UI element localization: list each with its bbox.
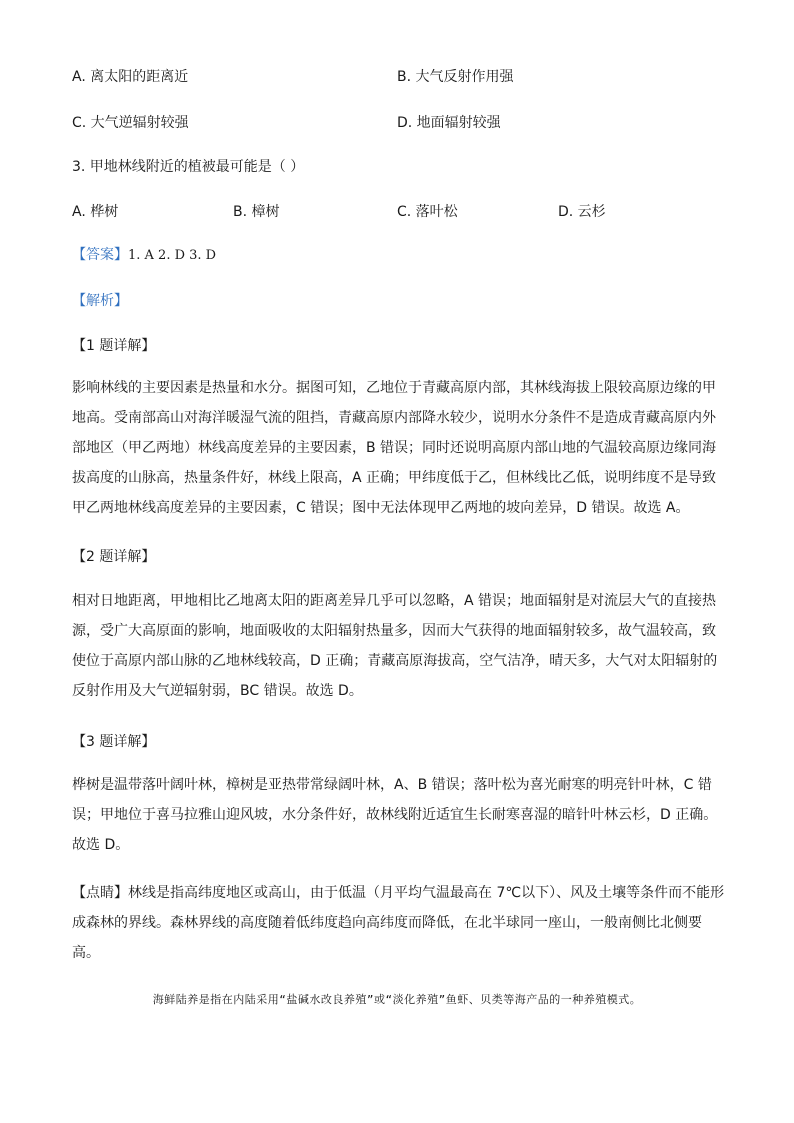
- detail1-line: 部地区（甲乙两地）林线高度差异的主要因素，B 错误；同时还说明高原内部山地的气温较高原边缘同海: [72, 440, 717, 456]
- tip-line: 成森林的界线。森林界线的高度随着低纬度趋向高纬度而降低，在北半球同一座山，一般南侧比北侧要: [72, 915, 702, 931]
- tip-body: [72, 878, 725, 968]
- q2-option-d: D. 地面辐射较强: [397, 115, 501, 131]
- tip-line: 高。: [72, 945, 100, 961]
- q3-option-d: D. 云杉: [558, 204, 606, 220]
- analysis-label: 【解析】: [72, 293, 128, 309]
- q3-option-b: B. 樟树: [233, 204, 280, 220]
- detail1-line: 影响林线的主要因素是热量和水分。据图可知，乙地位于青藏高原内部，其林线海拔上限较高原边缘的甲: [72, 380, 716, 396]
- detail2-line: 使位于高原内部山脉的乙地林线较高，D 正确；青藏高原海拔高，空气洁净，晴天多，大气对太阳辐射的: [72, 653, 718, 669]
- tip-label: 【点睛】: [72, 885, 128, 901]
- answer-values: 1. A 2. D 3. D: [128, 248, 217, 263]
- detail2-header: 【2 题详解】: [72, 549, 156, 565]
- detail2-line: 源，受广大高原面的影响，地面吸收的太阳辐射热量多，因而大气获得的地面辐射较多，故气温较高，致: [72, 623, 716, 639]
- q2-option-a: A. 离太阳的距离近: [72, 69, 189, 85]
- detail1-line: 甲乙两地林线高度差异的主要因素，C 错误；图中无法体现甲乙两地的坡向差异，D 错误。故选 A。: [72, 500, 690, 516]
- detail3-body: [72, 770, 722, 860]
- next-passage: 海鲜陆养是指在内陆采用“盐碱水改良养殖”或“淡化养殖”鱼虾、贝类等海产品的一种养殖模式。: [152, 993, 642, 1006]
- q2-option-b: B. 大气反射作用强: [397, 69, 514, 85]
- detail1-body: [72, 373, 722, 523]
- q3-stem: 3. 甲地林线附近的植被最可能是（ ）: [72, 159, 305, 175]
- detail1-line: 拔高度的山脉高，热量条件好，林线上限高，A 正确；甲纬度低于乙，但林线比乙低，说明纬度不是导致: [72, 470, 717, 486]
- q3-option-c: C. 落叶松: [397, 204, 458, 220]
- detail3-line: 桦树是温带落叶阔叶林，樟树是亚热带常绿阔叶林，A、B 错误；落叶松为喜光耐寒的明亮针叶林，C 错: [72, 777, 712, 793]
- detail1-line: 地高。受南部高山对海洋暖湿气流的阻挡，青藏高原内部降水较少，说明水分条件不是造成青藏高原内外: [72, 410, 716, 426]
- detail2-line: 反射作用及大气逆辐射弱，BC 错误。故选 D。: [72, 683, 363, 699]
- detail3-line: 故选 D。: [72, 837, 130, 853]
- q3-option-a: A. 桦树: [72, 204, 119, 220]
- detail2-body: [72, 586, 722, 706]
- answer-row: [72, 244, 216, 264]
- detail3-header: 【3 题详解】: [72, 734, 156, 750]
- q2-option-c: C. 大气逆辐射较强: [72, 115, 189, 131]
- detail2-line: 相对日地距离，甲地相比乙地离太阳的距离差异几乎可以忽略，A 错误；地面辐射是对流层大气的直接热: [72, 593, 717, 609]
- detail1-header: 【1 题详解】: [72, 338, 156, 354]
- detail3-line: 误；甲地位于喜马拉雅山迎风坡，水分条件好，故林线附近适宜生长耐寒喜湿的暗针叶林云杉，D 正确。: [72, 807, 718, 823]
- answer-label: 【答案】: [72, 247, 128, 263]
- tip-text: 林线是指高纬度地区或高山，由于低温（月平均气温最高在 7℃以下）、风及土壤等条件而不能形: [128, 885, 725, 901]
- tip-line-first: [72, 878, 725, 908]
